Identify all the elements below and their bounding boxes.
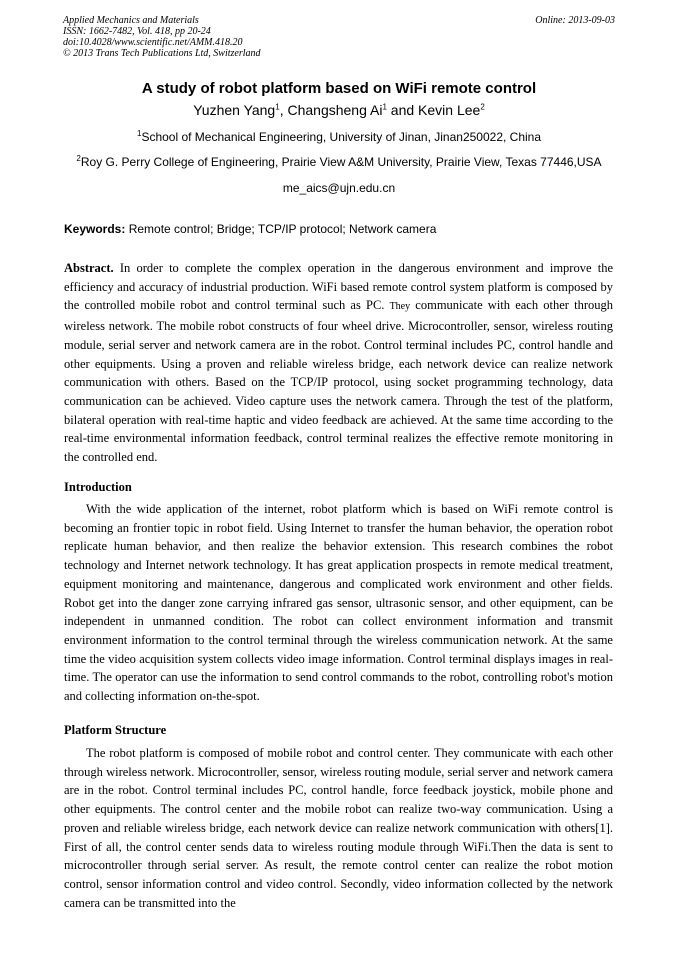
author-affiliation-mark: 1: [275, 102, 280, 112]
doi-line: doi:10.4028/www.scientific.net/AMM.418.20: [63, 37, 243, 48]
platform-structure-paragraph: The robot platform is composed of mobile robot and control center. They communicate with each other through wireless network. Microcontroller, sensor, wireless routing module, serial server and network camera are in the robot. Control terminal includes PC, control handle, force feedback joystick, mobile phone and other equipments. The control center and the mobile robot can realize two-way communication. Using a proven and reliable wireless bridge, each network device can realize network communication with others[1]. First of all, the control center sends data to wireless routing module through WiFi.Then the data is sent to microcontroller through serial server. As result, the remote control center can realize the robot motion control, sensor information control and video control. Secondly, video information collected by the network camera can be transmitted into the: [64, 746, 613, 910]
keywords-text: Remote control; Bridge; TCP/IP protocol; Network camera: [128, 222, 437, 236]
affiliation-text: School of Mechanical Engineering, University of Jinan, Jinan250022, China: [141, 130, 542, 144]
affiliation-1: [0, 130, 678, 144]
abstract-small-word: They: [389, 301, 411, 313]
author-affiliation-mark: 2: [480, 102, 485, 112]
abstract-label: Abstract.: [64, 261, 114, 275]
abstract-paragraph: [64, 259, 613, 467]
affiliation-mark: 2: [76, 154, 81, 163]
author-name: Yuzhen Yang: [193, 102, 276, 118]
abstract-text-b: communicate with each other through wireless network. The mobile robot constructs of four wheel drive. Microcontroller, sensor, wireless routing module, serial server and network camera are in the robot. Control terminal includes PC, control handle and other equipments. Using a proven and reliable wireless bridge, each network device can realize network communication with others. Based on the TCP/IP protocol, using socket programming technology, data communication can be achieved. Video capture uses the network camera. Through the test of the platform, bilateral operation with real-time haptic and video feedback are achieved. At the same time according to the real-time environmental information feedback, control terminal realizes the effective remote monitoring in the controlled end.: [64, 298, 613, 465]
online-date: Online: 2013-09-03: [535, 15, 615, 26]
issn-line: ISSN: 1662-7482, Vol. 418, pp 20-24: [63, 26, 211, 37]
corresponding-email: me_aics@ujn.edu.cn: [282, 181, 396, 195]
affiliation-text: Roy G. Perry College of Engineering, Prairie View A&M University, Prairie View, Texas 77446,USA: [80, 155, 602, 169]
author-name: Kevin Lee: [418, 102, 481, 118]
section-heading-platform-structure: Platform Structure: [64, 723, 167, 737]
abstract-text-a: In order to complete the complex operation in the dangerous environment and improve the efficiency and accuracy of industrial production. WiFi based remote control system platform is composed by the controlled mobile robot and control terminal such as PC.: [64, 261, 613, 313]
affiliation-2: [0, 155, 678, 169]
author-separator: and: [386, 102, 419, 118]
author-name: Changsheng Ai: [287, 102, 383, 118]
author-separator: ,: [279, 102, 288, 118]
section-heading-introduction: Introduction: [64, 480, 132, 494]
introduction-paragraph: With the wide application of the internet, robot platform which is based on WiFi remote control is becoming an frontier topic in robot field. Using Internet to transfer the human behavior, the operation robot replicate human behavior, and then realize the behavior extension. This research combines the robot technology and Internet network technology. It has great application prospects in remote medical treatment, equipment monitoring and maintenance, dangerous and complicated work environment and other fields. Robot get into the danger zone carrying infrared gas sensor, ultrasonic sensor, and other equipment, can be independent in unmanned condition. The robot can collect environment information and transmit environment information to the control terminal through the wireless communication network. At the same time the video acquisition system collects video image information. Control terminal displays images in real-time. The operator can use the information to send control commands to the robot, controlling robot's motion and collecting information on-the-spot.: [64, 502, 613, 704]
author-list: [0, 102, 678, 118]
paper-title: A study of robot platform based on WiFi remote control: [141, 80, 537, 97]
affiliation-mark: 1: [136, 129, 142, 138]
keywords-label: Keywords:: [64, 222, 126, 236]
journal-header: [63, 15, 615, 59]
journal-name: Applied Mechanics and Materials: [63, 15, 199, 26]
author-affiliation-mark: 1: [382, 102, 387, 112]
copyright-line: © 2013 Trans Tech Publications Ltd, Switzerland: [63, 48, 261, 59]
keywords: [64, 222, 616, 236]
